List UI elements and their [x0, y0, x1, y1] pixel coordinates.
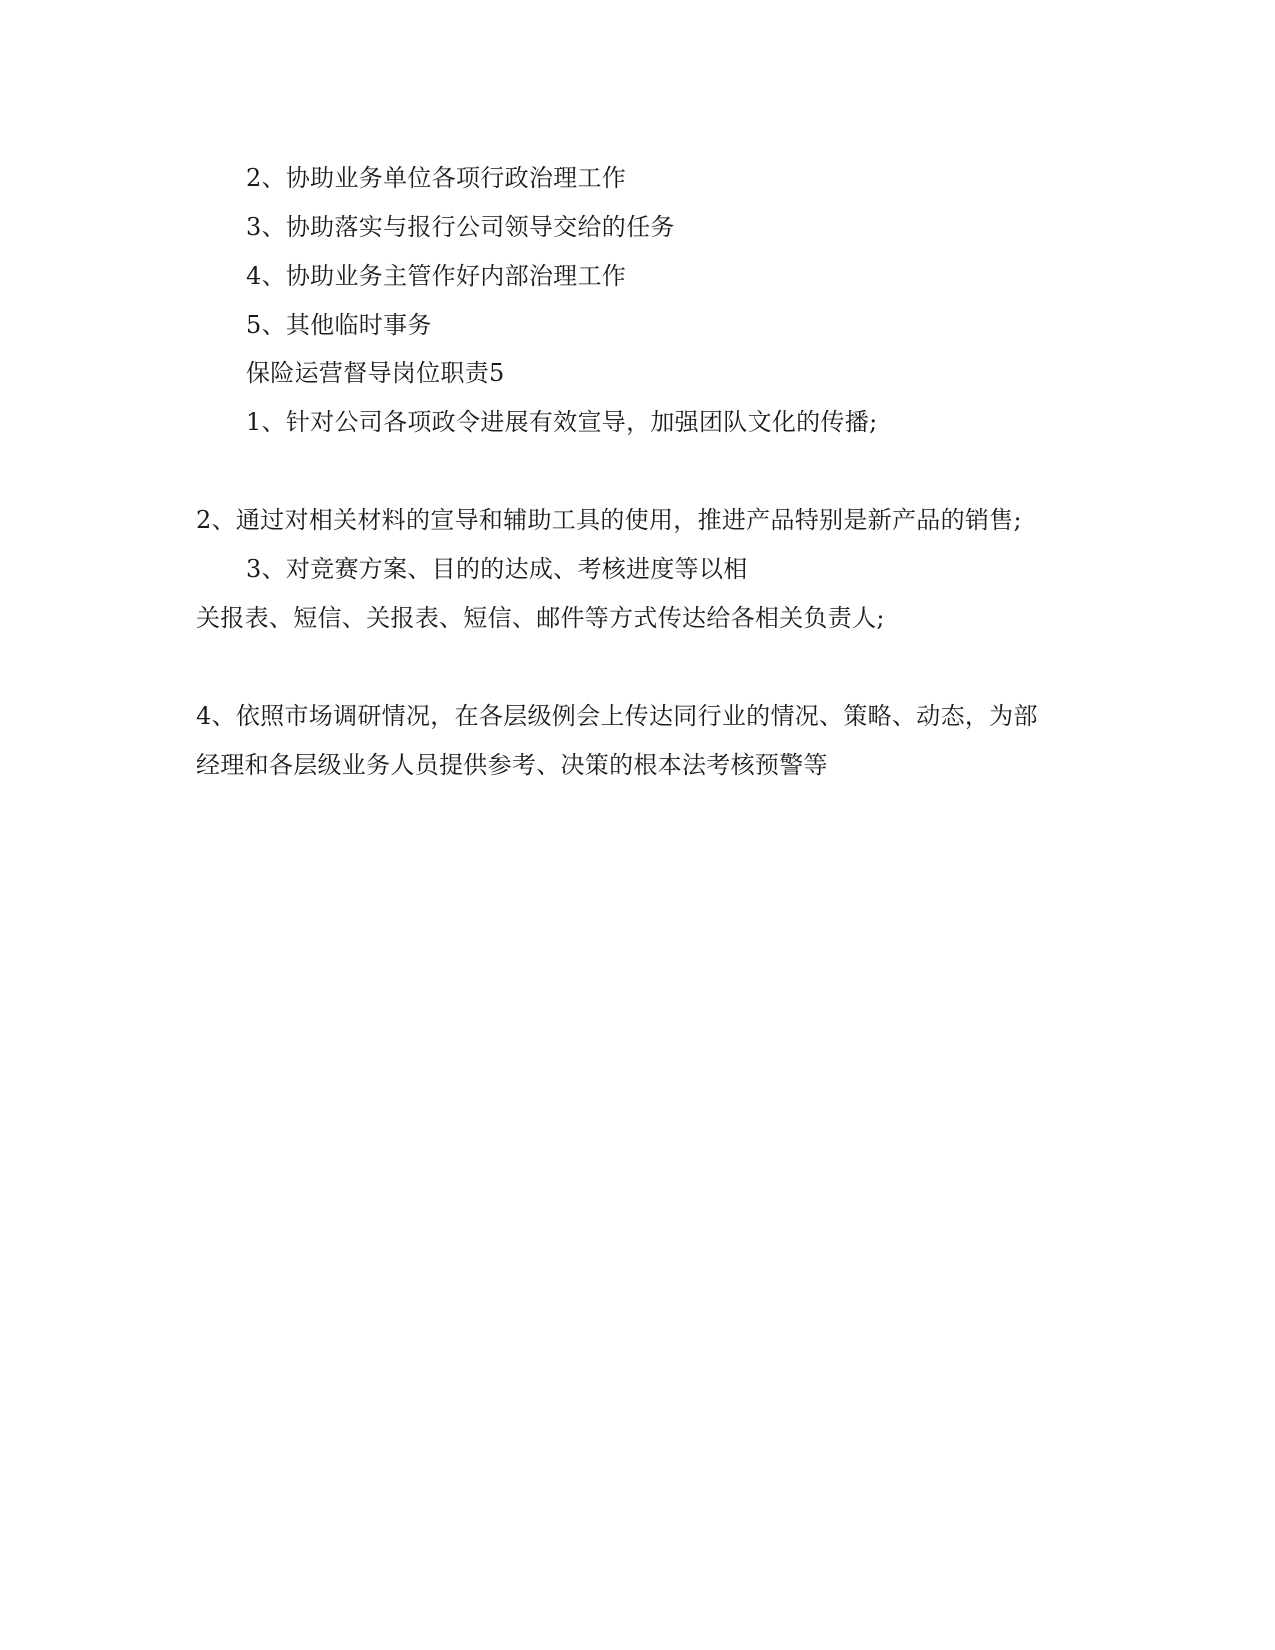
duty-item-5: 5、其他临时事务	[246, 311, 432, 339]
section-heading: 保险运营督导岗位职责5	[246, 359, 505, 387]
supervisor-duty-4-continued: 经理和各层级业务人员提供参考、决策的根本法考核预警等	[196, 751, 828, 779]
supervisor-duty-2: 2、通过对相关材料的宣导和辅助工具的使用，推进产品特别是新产品的销售;	[196, 506, 1022, 534]
supervisor-duty-1: 1、针对公司各项政令进展有效宣导，加强团队文化的传播;	[246, 408, 878, 436]
supervisor-duty-4: 4、依照市场调研情况，在各层级例会上传达同行业的情况、策略、动态，为部	[196, 702, 1038, 730]
supervisor-duty-3-continued: 关报表、短信、关报表、短信、邮件等方式传达给各相关负责人;	[196, 604, 885, 632]
duty-item-3: 3、协助落实与报行公司领导交给的任务	[246, 213, 675, 241]
supervisor-duty-3: 3、对竞赛方案、目的的达成、考核进度等以相	[246, 555, 748, 583]
duty-item-4: 4、协助业务主管作好内部治理工作	[246, 262, 627, 290]
duty-item-2: 2、协助业务单位各项行政治理工作	[246, 164, 627, 192]
